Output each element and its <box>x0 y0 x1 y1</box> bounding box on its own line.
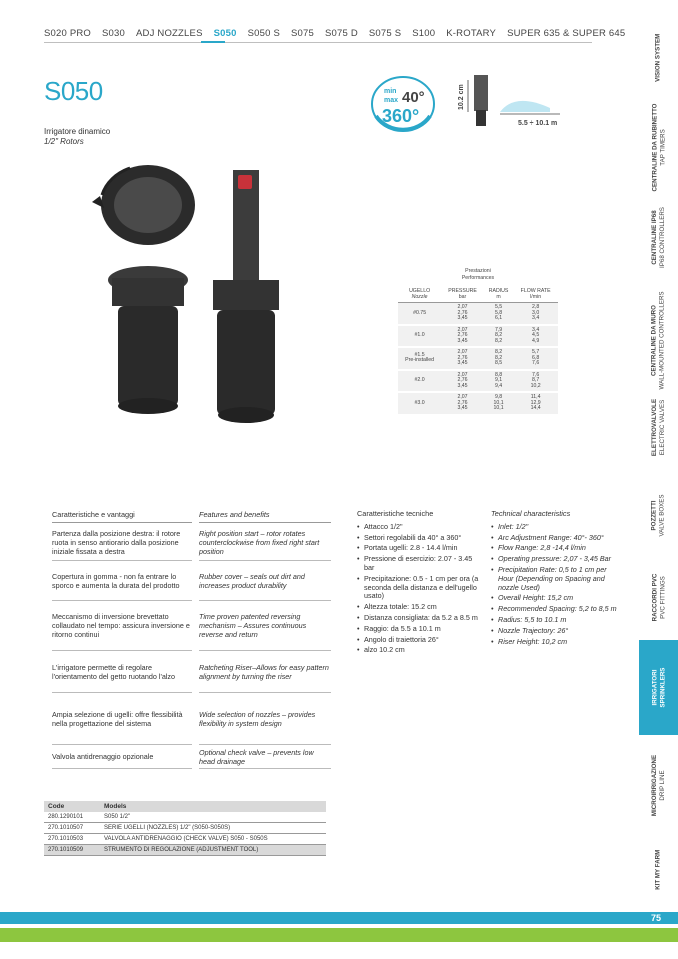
product-nav <box>44 28 625 39</box>
badge-radius: 5.5 ÷ 10.1 m <box>518 120 558 127</box>
tech-en: Technical characteristics • Inlet: 1/2" • Arc Adjustment Range: 40°- 360° • Flow Range: 2,8 -14,4 l/min • Operating pressure: 2,07 - 3,45 Bar • Precipitation Rate: 0,5 to 1 cm per Hour (Depending on Spacing and nozzle Used) • Overall Height: 15,2 cm • Recommended Spacing: 5,2 to 8,5 m • Radius: 5,5 to 10.1 m • Nozzle Trajectory: 26° • Riser Height: 10,2 cm <box>491 510 619 648</box>
nav-item-s075d[interactable]: S075 D <box>325 28 358 39</box>
list-item: Partenza dalla posizione destra: il rotore ruota in senso antiorario dalla posizione iniziale fissata a destra <box>52 525 192 561</box>
table-row: #1.5 Pre-installed 2,07 2,76 3,45 8,2 8,2 8,5 5,7 6,8 7,6 <box>398 347 558 370</box>
side-tab-valve-boxes[interactable]: POZZETTI VALVE BOXES <box>651 493 666 537</box>
codes-header-row: Code Models <box>44 801 326 812</box>
table-row: #3.0 2,07 2,76 3,45 9,8 10,1 10,1 11,4 12,9 14,4 <box>398 392 558 415</box>
side-tab-drip[interactable]: MICROIRRIGAZIONE DRIP LINE <box>651 754 666 816</box>
list-item: • Angolo di traiettoria 26° <box>357 636 483 645</box>
list-item: Ratcheting Riser–Allows for easy pattern alignment by turning the riser <box>199 651 331 693</box>
badge-angle-max: 360° <box>382 106 420 126</box>
list-item: • Portata ugelli: 2.8 - 14.4 l/min <box>357 544 483 553</box>
badge-max: max <box>384 97 399 104</box>
table-row: 270.1010509 STRUMENTO DI REGOLAZIONE (ADJUSTMENT TOOL) <box>44 845 326 856</box>
nav-divider <box>44 42 592 43</box>
side-tab-sprinklers[interactable]: IRRIGATORI SPRINKLERS <box>639 640 678 735</box>
nav-item-super[interactable]: SUPER 635 & SUPER 645 <box>507 28 626 39</box>
nav-item-s020pro[interactable]: S020 PRO <box>44 28 92 39</box>
list-item: • Inlet: 1/2" <box>491 523 619 532</box>
table-row: 280.1290101 S050 1/2" <box>44 812 326 823</box>
list-item: • alzo 10.2 cm <box>357 646 483 655</box>
list-item: • Operating pressure: 2,07 - 3,45 Bar <box>491 555 619 564</box>
list-item: • Altezza totale: 15.2 cm <box>357 603 483 612</box>
list-item: Meccanismo di inversione brevettato collaudato nel tempo: assicura inversione e ritorno continui <box>52 601 192 651</box>
list-item: • Precipitation Rate: 0,5 to 1 cm per Hour (Depending on Spacing and nozzle Used) <box>491 566 619 592</box>
list-item: Wide selection of nozzles – provides flexibility in system design <box>199 693 331 745</box>
side-tab-pvc[interactable]: RACCORDI PVC PVC FITTINGS <box>651 573 666 622</box>
table-row: #0.75 2,07 2,76 3,45 5,5 5,8 6,1 2,8 3,0 3,4 <box>398 303 558 325</box>
nav-item-k-rotary[interactable]: K-ROTARY <box>446 28 497 39</box>
list-item: Copertura in gomma - non fa entrare lo sporco e aumenta la durata del prodotto <box>52 561 192 601</box>
nav-item-s030[interactable]: S030 <box>102 28 126 39</box>
list-item: • Overall Height: 15,2 cm <box>491 594 619 603</box>
table-row: 270.1010503 VALVOLA ANTIDRENAGGIO (CHECK VALVE) S050 - S050S <box>44 834 326 845</box>
side-tab-kit[interactable]: KIT MY FARM <box>654 849 662 891</box>
side-tab-ip68[interactable]: CENTRALINE IP68 IP68 CONTROLLERS <box>651 207 666 268</box>
nav-item-s100[interactable]: S100 <box>412 28 436 39</box>
side-tab-valves[interactable]: ELETTROVALVOLE ELECTRIC VALVES <box>651 398 666 457</box>
list-item: Ampia selezione di ugelli: offre flessibilità nella progettazione del sistema <box>52 693 192 745</box>
list-item: • Attacco 1/2" <box>357 523 483 532</box>
side-tab-vision[interactable]: VISION SYSTEM <box>654 33 662 82</box>
list-item: • Arc Adjustment Range: 40°- 360° <box>491 534 619 543</box>
badge-height: 10.2 cm <box>458 84 465 110</box>
performance-table: Prestazioni Performances UGELLO Nozzle PRESSURE bar RADIUS m FLOW RATE l/min #0.75 2,07 2,76 3,45 5,5 5,8 6,1 2,8 3,0 3,4 #1.0 2,07 2,76 3,45 7,9 8,2 8,2 3,4 4,5 4,9 #1.5 Pre-installed 2,07 2,76 3,45 8,2 8,2 8,5 5,7 6,8 7,6 #2.0 2,07 2,76 3,45 8,8 9,1 9,4 7,6 8,7 10,2 #3.0 2,07 2,76 3,45 9,8 10,1 10,1 11,4 12,9 14,4 <box>398 268 558 416</box>
page-number: 75 <box>650 913 661 923</box>
codes-table <box>44 801 326 856</box>
page-title: S050 <box>44 76 103 106</box>
features-en: Features and benefits Right position start – rotor rotates counterclockwise from fixed right start position Rubber cover – seals out dirt and increases product durability Time proven patented reversing mechanism – Assures continuous reverse and return Ratcheting Riser–Allows for easy pattern alignment by turning the riser Wide selection of nozzles – provides flexibility in system design Optional check valve – prevents low head drainage <box>199 510 331 769</box>
perf-head-flow: FLOW RATE l/min <box>513 286 558 303</box>
list-item: Time proven patented reversing mechanism – Assures continuous reverse and return <box>199 601 331 651</box>
nav-active-indicator <box>201 41 225 43</box>
list-item: Valvola antidrenaggio opzionale <box>52 745 192 769</box>
tech-it: Caratteristiche tecniche • Attacco 1/2" • Settori regolabili da 40° a 360° • Portata ugelli: 2.8 - 14.4 l/min • Pressione di esercizio: 2.07 - 3.45 bar • Precipitazione: 0.5 - 1 cm per ora (a seconda della distanza e dell'ugello usato) • Altezza totale: 15.2 cm • Distanza consigliata: da 5.2 a 8.5 m • Raggio: da 5.5 a 10.1 m • Angolo di traiettoria 26° • alzo 10.2 cm <box>357 510 483 657</box>
nav-item-s050[interactable]: S050 <box>213 28 237 39</box>
perf-head-radius: RADIUS m <box>484 286 513 303</box>
list-item: Rubber cover – seals out dirt and increases product durability <box>199 561 331 601</box>
nav-item-adj-nozzles[interactable]: ADJ NOZZLES <box>136 28 203 39</box>
sprinkler-popup-image <box>205 165 285 435</box>
table-row: 270.1010507 SERIE UGELLI (NOZZLES) 1/2" (S050-S050S) <box>44 823 326 834</box>
nav-item-s075s[interactable]: S075 S <box>368 28 402 39</box>
list-item: L'irrigatore permette di regolare l'orientamento del getto ruotando l'alzo <box>52 651 192 693</box>
badge-min: min <box>384 88 397 95</box>
side-tabs <box>639 0 678 912</box>
side-tab-wall[interactable]: CENTRALINE DA MURO WALL-MOUNTED CONTROLLERS <box>651 290 666 390</box>
features-it: Caratteristiche e vantaggi Partenza dalla posizione destra: il rotore ruota in senso antiorario dalla posizione iniziale fissata a destra Copertura in gomma - non fa entrare lo sporco e aumenta la durata del prodotto Meccanismo di inversione brevettato collaudato nel tempo: assicura inversione e ritorno continui L'irrigatore permette di regolare l'orientamento del getto ruotando l'alzo Ampia selezione di ugelli: offre flessibilità nella progettazione del sistema Valvola antidrenaggio opzionale <box>52 510 192 769</box>
table-row: #1.0 2,07 2,76 3,45 7,9 8,2 8,2 3,4 4,5 4,9 <box>398 325 558 348</box>
list-item: Optional check valve – prevents low head drainage <box>199 745 331 769</box>
list-item: • Riser Height: 10,2 cm <box>491 638 619 647</box>
sprinkler-body-image <box>90 160 205 425</box>
list-item: • Settori regolabili da 40° a 360° <box>357 534 483 543</box>
product-subtitle: Irrigatore dinamico 1/2" Rotors <box>44 127 111 146</box>
list-item: • Distanza consigliata: da 5.2 a 8.5 m <box>357 614 483 623</box>
list-item: • Raggio: da 5.5 a 10.1 m <box>357 625 483 634</box>
nav-item-s075[interactable]: S075 <box>291 28 314 39</box>
specs-badge <box>370 70 570 140</box>
perf-head-nozzle: UGELLO Nozzle <box>398 286 441 303</box>
badge-angle-min: 40° <box>402 89 425 106</box>
list-item: • Flow Range: 2,8 -14,4 l/min <box>491 544 619 553</box>
list-item: • Radius: 5,5 to 10.1 m <box>491 616 619 625</box>
performance-header-row <box>398 286 558 303</box>
footer-band-green <box>0 928 678 942</box>
list-item: Right position start – rotor rotates counterclockwise from fixed right start position <box>199 525 331 561</box>
footer-band-blue <box>0 912 678 924</box>
perf-head-pressure: PRESSURE bar <box>441 286 484 303</box>
list-item: • Precipitazione: 0.5 - 1 cm per ora (a seconda della distanza e dell'ugello usato) <box>357 575 483 601</box>
list-item: • Nozzle Trajectory: 26° <box>491 627 619 636</box>
list-item: • Pressione di esercizio: 2.07 - 3.45 bar <box>357 555 483 573</box>
table-row: #2.0 2,07 2,76 3,45 8,8 9,1 9,4 7,6 8,7 10,2 <box>398 370 558 393</box>
side-tab-tap-timers[interactable]: CENTRALINE DA RUBINETTO TAP TIMERS <box>651 103 666 192</box>
nav-item-s050s[interactable]: S050 S <box>247 28 280 39</box>
list-item: • Recommended Spacing: 5,2 to 8,5 m <box>491 605 619 614</box>
